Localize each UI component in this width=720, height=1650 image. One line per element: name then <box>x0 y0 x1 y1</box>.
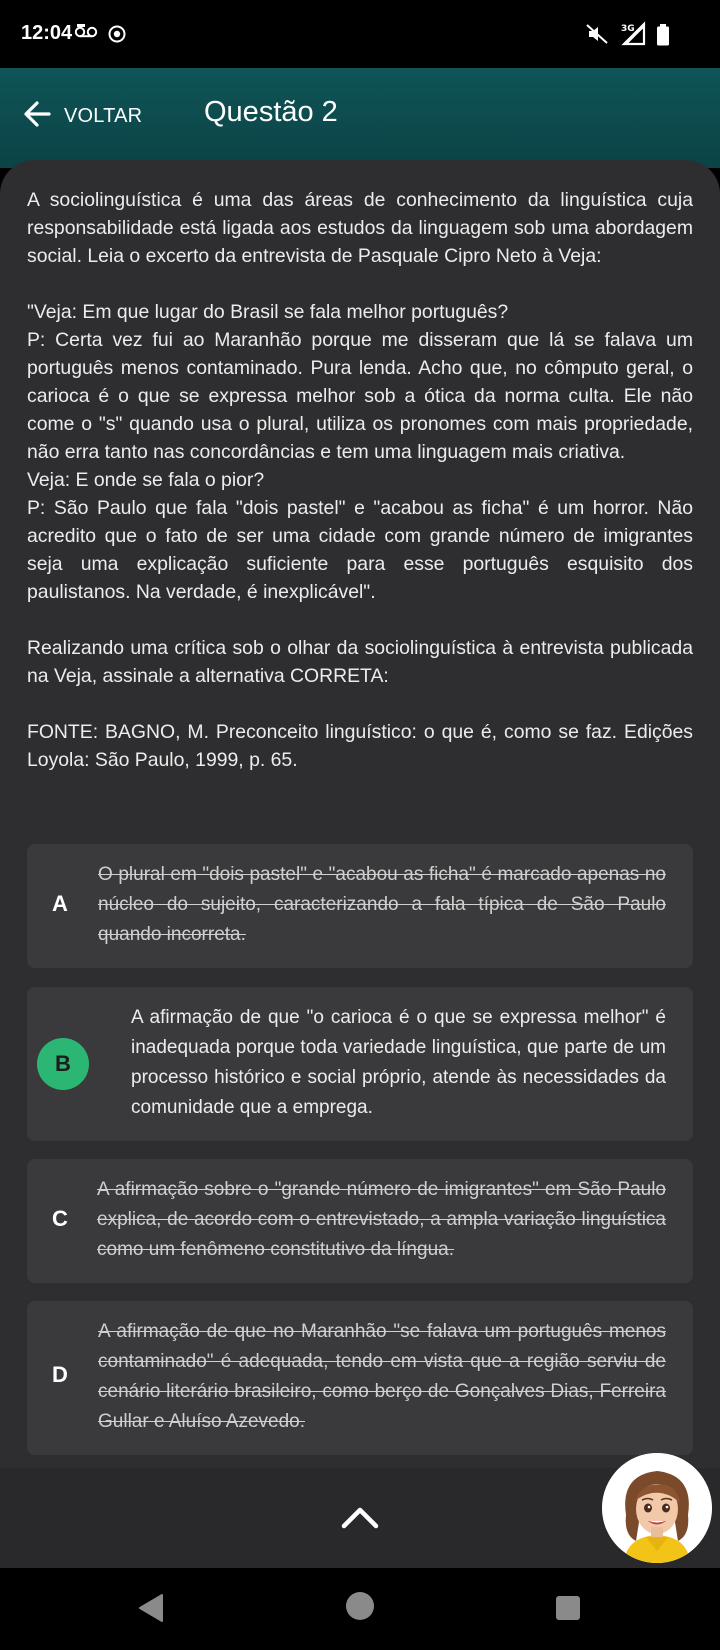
option-text: A afirmação sobre o "grande número de imigrantes" em São Paulo explica, de acordo com o entrevistado, a ampla variação linguística como um fenômeno constitutivo da língua. <box>97 1179 666 1260</box>
page-title: Questão 2 <box>204 96 338 128</box>
option-letter: D <box>52 1362 68 1387</box>
question-paragraph: P: Certa vez fui ao Maranhão porque me disseram que lá se falava um português menos contaminado. Pura lenda. Acho que, no cômputo geral, o carioca é o que se expressa melhor sob a ótica da norma culta. Ele não come o "s" quando usa o plural, utiliza os pronomes com mais propriedade, não erra tanto nas concordâncias e tem uma linguagem mais criativa. <box>27 329 693 463</box>
nav-home-button[interactable] <box>344 1590 376 1627</box>
option-b[interactable] <box>27 987 693 1141</box>
question-paragraph: Realizando uma crítica sob o olhar da sociolinguística à entrevista publicada na Veja, assinale a alternativa CORRETA: <box>27 637 693 687</box>
back-button[interactable] <box>22 96 142 136</box>
triangle-back-icon <box>136 1611 166 1628</box>
option-c[interactable] <box>27 1159 693 1283</box>
app-header <box>0 68 720 168</box>
nav-back-button[interactable] <box>136 1592 166 1629</box>
option-text: A afirmação de que no Maranhão "se falava um português menos contaminado" é adequada, tendo em vista que a região serviu de cenário literário brasileiro, como berço de Gonçalves Dias, Ferreira Gullar e Aluíso Azevedo. <box>98 1321 666 1432</box>
question-statement <box>27 186 693 774</box>
status-bar <box>0 0 720 68</box>
screen-record-icon <box>108 25 126 48</box>
question-paragraph: A sociolinguística é uma das áreas de conhecimento da linguística cuja responsabilidade está ligada aos estudos da linguagem sob uma abordagem social. Leia o excerto da entrevista de Pasquale Cipro Neto à Veja: <box>27 189 693 267</box>
option-d[interactable] <box>27 1301 693 1455</box>
selected-option-badge: B <box>37 1038 89 1090</box>
network-type-label: 3G <box>621 24 635 34</box>
voicemail-icon <box>74 24 98 45</box>
question-paragraph: P: São Paulo que fala "dois pastel" e "acabou as ficha" é um horror. Não acredito que o fato de ser uma cidade com grande número de imigrantes seja uma explicação suficiente para esse português esquisito dos paulistanos. Na verdade, é inexplicável". <box>27 497 693 603</box>
square-recents-icon <box>554 1609 582 1626</box>
nav-recents-button[interactable] <box>554 1594 582 1627</box>
system-navigation-bar <box>0 1568 720 1650</box>
question-paragraph: Veja: E onde se fala o pior? <box>27 469 265 491</box>
status-time: 12:04 <box>21 22 73 44</box>
option-letter: A <box>52 891 68 916</box>
circle-home-icon <box>344 1609 376 1626</box>
option-text: O plural em "dois pastel" e "acabou as ficha" é marcado apenas no núcleo do sujeito, caracterizando a fala típica de São Paulo quando incorreta. <box>98 864 666 945</box>
option-letter: C <box>52 1206 68 1231</box>
question-paragraph: "Veja: Em que lugar do Brasil se fala melhor português? <box>27 301 509 323</box>
question-card <box>0 160 720 1468</box>
assistant-avatar-icon <box>602 1453 712 1563</box>
option-text: A afirmação de que "o carioca é o que se expressa melhor" é inadequada porque toda variedade linguística, que parte de um processo histórico e social próprio, atende às necessidades da comunidade que a emprega. <box>131 1007 666 1118</box>
back-label: VOLTAR <box>64 104 143 127</box>
question-source: FONTE: BAGNO, M. Preconceito linguístico: o que é, como se faz. Edições Loyola: São Paulo, 1999, p. 65. <box>27 721 693 771</box>
assistant-avatar[interactable] <box>602 1453 712 1563</box>
battery-icon <box>656 24 670 51</box>
arrow-left-icon <box>22 99 52 134</box>
signal-icon <box>620 20 646 51</box>
scroll-up-button[interactable] <box>336 1496 384 1536</box>
chevron-up-icon <box>336 1523 384 1540</box>
option-a[interactable] <box>27 844 693 968</box>
vibrate-mute-icon <box>586 24 608 49</box>
